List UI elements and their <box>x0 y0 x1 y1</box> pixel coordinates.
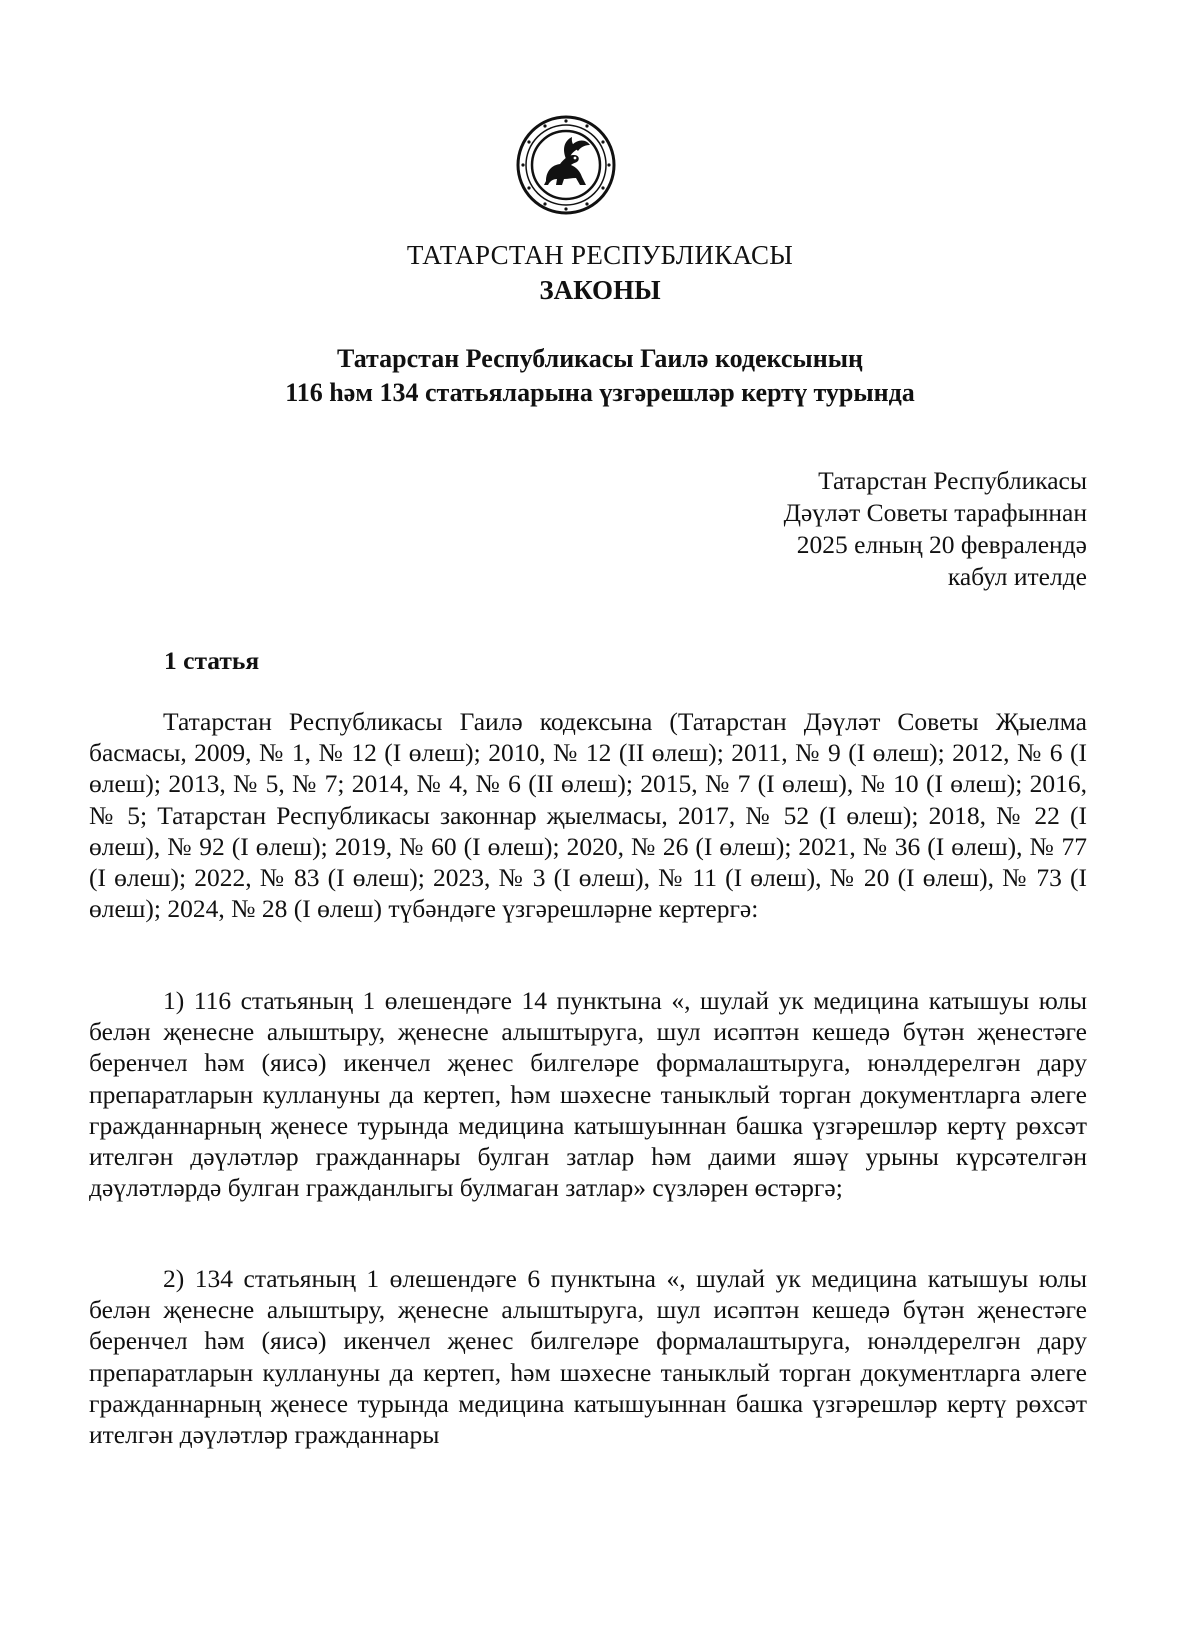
adoption-line-2: Дәүләт Советы тарафыннан <box>783 498 1087 527</box>
law-title-line-1: Татарстан Республикасы Гаилә кодексының <box>337 344 863 373</box>
law-title-line-2: 116 һәм 134 статьяларына үзгәрешләр кертү турында <box>285 378 915 407</box>
article-intro-paragraph: Татарстан Республикасы Гаилә кодексына (Татарстан Дәүләт Советы Җыелма басмасы, 2009, № 1, № 12 (I өлеш); 2010, № 12 (II өлеш); 2011, № 9 (I өлеш); 2012, № 6 (I өлеш); 2013, № 5, № 7; 2014, № 4, № 6 (II өлеш); 2015, № 7 (I өлеш), № 10 (I өлеш); 2016, № 5; Татарстан Республикасы законнар җыелмасы, 2017, № 52 (I өлеш); 2018, № 22 (I өлеш), № 92 (I өлеш); 2019, № 60 (I өлеш); 2020, № 26 (I өлеш); 2021, № 36 (I өлеш), № 77 (I өлеш); 2022, № 83 (I өлеш); 2023, № 3 (I өлеш), № 11 (I өлеш), № 20 (I өлеш), № 73 (I өлеш); 2024, № 28 (I өлеш) түбәндәге үзгәрешләрне кертергә: <box>89 707 1087 924</box>
amendment-item-1: 1) 116 статьяның 1 өлешендәге 14 пунктына «, шулай ук медицина катышуы юлы белән җенесне алыштыру, җенесне алыштыруга, шул исәптән кешедә бүтән җенестәге беренчел һәм (яисә) икенчел җенес билгеләре формалаштыруга, юнәлдерелгән дару препаратларын куллануны да кертеп, һәм шәхесне таныклый торган документларга әлеге гражданнарның җенесе турында медицина катышуыннан башка үзгәрешләр кертү рөхсәт ителгән дәүләтләр гражданнары булган затлар һәм даими яшәү урыны күрсәтелгән дәүләтләрдә булган гражданлыгы булмаган затлар» сүзләрен өстәргә; <box>89 986 1087 1203</box>
republic-name: ТАТАРСТАН РЕСПУБЛИКАСЫ <box>406 240 794 270</box>
law-title <box>150 342 1050 410</box>
amendment-item-2: 2) 134 статьяның 1 өлешендәге 6 пунктына «, шулай ук медицина катышуы юлы белән җенесне алыштыру, җенесне алыштыруга, шул исәптән кешедә бүтән җенестәге беренчел һәм (яисә) икенчел җенес билгеләре формалаштыруга, юнәлдерелгән дару препаратларын куллануны да кертеп, һәм шәхесне таныклый торган документларга әлеге гражданнарның җенесе турында медицина катышуыннан башка үзгәрешләр кертү рөхсәт ителгән дәүләтләр гражданнары <box>89 1264 1087 1450</box>
adoption-line-3: 2025 елның 20 февралендә <box>796 530 1087 559</box>
adoption-line-1: Татарстан Республикасы <box>818 466 1087 495</box>
article-heading: 1 статья <box>164 646 260 675</box>
law-label: ЗАКОНЫ <box>539 275 661 305</box>
adoption-note <box>784 465 1087 593</box>
tatarstan-coat-of-arms-icon <box>516 115 616 215</box>
adoption-line-4: кабул ителде <box>947 562 1087 591</box>
